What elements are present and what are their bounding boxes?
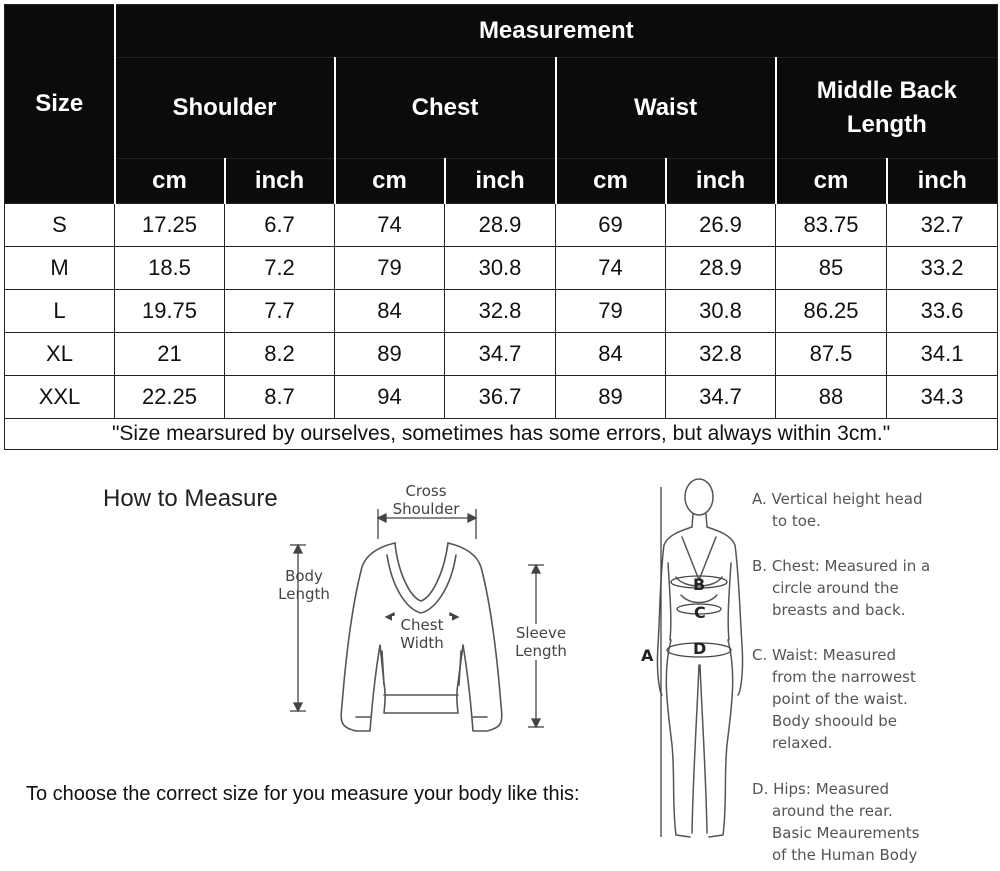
measurement-cell: 8.2: [225, 333, 335, 376]
label-line: Shoulder: [392, 500, 460, 518]
measurement-cell: 36.7: [445, 376, 556, 419]
measurement-note: "Size mearsured by ourselves, sometimes has some errors, but always within 3cm.": [5, 419, 998, 450]
size-instruction-text: To choose the correct size for you measure your body like this:: [26, 783, 580, 805]
measurement-cell: 22.25: [115, 376, 225, 419]
legend-line: around the rear.: [772, 802, 893, 820]
measurement-cell: 32.7: [887, 204, 998, 247]
unit-header: inch: [445, 159, 556, 204]
measurement-cell: 34.1: [887, 333, 998, 376]
legend-item-c: [752, 644, 916, 754]
measurement-cell: 32.8: [666, 333, 776, 376]
legend-item-b: [752, 555, 930, 621]
table-row: [5, 290, 998, 333]
label-line: Body: [285, 567, 323, 585]
chest-header: Chest: [335, 58, 556, 159]
measurement-cell: 18.5: [115, 247, 225, 290]
legend-line: A. Vertical height head: [752, 490, 923, 508]
measurement-cell: 32.8: [445, 290, 556, 333]
middle-back-length-header: Middle Back Length: [776, 58, 998, 159]
measurement-cell: 26.9: [666, 204, 776, 247]
legend-line: from the narrowest: [772, 668, 916, 686]
legend-item-d: [752, 778, 919, 866]
measurement-cell: 79: [556, 290, 666, 333]
legend-line: of the Human Body: [772, 846, 918, 864]
legend-item-a: [752, 488, 922, 532]
label-line: Chest: [400, 616, 444, 634]
size-cell: XXL: [5, 376, 115, 419]
waist-header: Waist: [556, 58, 776, 159]
label-line: Cross: [405, 482, 447, 500]
size-column-header: Size: [5, 5, 115, 204]
measurement-cell: 33.2: [887, 247, 998, 290]
legend-line: Body shoould be: [772, 712, 898, 730]
measurement-cell: 34.7: [445, 333, 556, 376]
measurement-cell: 86.25: [776, 290, 887, 333]
legend-line: breasts and back.: [772, 601, 906, 619]
measurement-cell: 8.7: [225, 376, 335, 419]
measurement-cell: 79: [335, 247, 445, 290]
measurement-cell: 33.6: [887, 290, 998, 333]
unit-header: cm: [335, 159, 445, 204]
table-row: [5, 376, 998, 419]
measurement-cell: 19.75: [115, 290, 225, 333]
measurement-cell: 89: [335, 333, 445, 376]
measurement-cell: 7.2: [225, 247, 335, 290]
legend-line: relaxed.: [772, 734, 833, 752]
how-to-measure-section: [0, 455, 1000, 871]
measurement-cell: 28.9: [666, 247, 776, 290]
measurement-cell: 84: [335, 290, 445, 333]
measurement-cell: 21: [115, 333, 225, 376]
unit-header: cm: [556, 159, 666, 204]
unit-header: inch: [887, 159, 998, 204]
measurement-cell: 85: [776, 247, 887, 290]
table-row: [5, 333, 998, 376]
measurement-header: Measurement: [115, 5, 998, 58]
table-row: [5, 247, 998, 290]
measurement-cell: 17.25: [115, 204, 225, 247]
measurement-cell: 74: [335, 204, 445, 247]
measurement-cell: 34.7: [666, 376, 776, 419]
measurement-cell: 84: [556, 333, 666, 376]
legend-line: to toe.: [772, 512, 821, 530]
legend-line: C. Waist: Measured: [752, 646, 897, 664]
unit-header: cm: [115, 159, 225, 204]
legend-line: D. Hips: Measured: [752, 780, 889, 798]
measurement-cell: 30.8: [445, 247, 556, 290]
measurement-cell: 30.8: [666, 290, 776, 333]
legend-line: circle around the: [772, 579, 899, 597]
figure-letter-d: D: [693, 639, 707, 658]
size-cell: L: [5, 290, 115, 333]
measurement-cell: 88: [776, 376, 887, 419]
label-line: Length: [515, 642, 567, 660]
label-line: Sleeve: [515, 624, 567, 642]
size-cell: M: [5, 247, 115, 290]
measurement-cell: 7.7: [225, 290, 335, 333]
legend-line: B. Chest: Measured in a: [752, 557, 931, 575]
how-to-measure-title: How to Measure: [103, 485, 278, 512]
measurement-cell: 94: [335, 376, 445, 419]
legend-line: Basic Meaurements: [772, 824, 920, 842]
unit-header: cm: [776, 159, 887, 204]
figure-letter-c: C: [694, 603, 706, 622]
table-row: [5, 204, 998, 247]
measurement-cell: 74: [556, 247, 666, 290]
size-cell: XL: [5, 333, 115, 376]
unit-header: inch: [225, 159, 335, 204]
size-chart-table: [4, 4, 998, 450]
label-line: Length: [278, 585, 330, 603]
measurement-cell: 34.3: [887, 376, 998, 419]
label-line: Width: [400, 634, 444, 652]
measurement-cell: 6.7: [225, 204, 335, 247]
measurement-cell: 87.5: [776, 333, 887, 376]
legend-line: point of the waist.: [772, 690, 908, 708]
unit-header: inch: [666, 159, 776, 204]
measurement-cell: 83.75: [776, 204, 887, 247]
shoulder-header: Shoulder: [115, 58, 335, 159]
size-cell: S: [5, 204, 115, 247]
measurement-cell: 69: [556, 204, 666, 247]
measurement-cell: 89: [556, 376, 666, 419]
measurement-cell: 28.9: [445, 204, 556, 247]
figure-letter-a: A: [641, 646, 654, 665]
figure-letter-b: B: [693, 575, 706, 594]
